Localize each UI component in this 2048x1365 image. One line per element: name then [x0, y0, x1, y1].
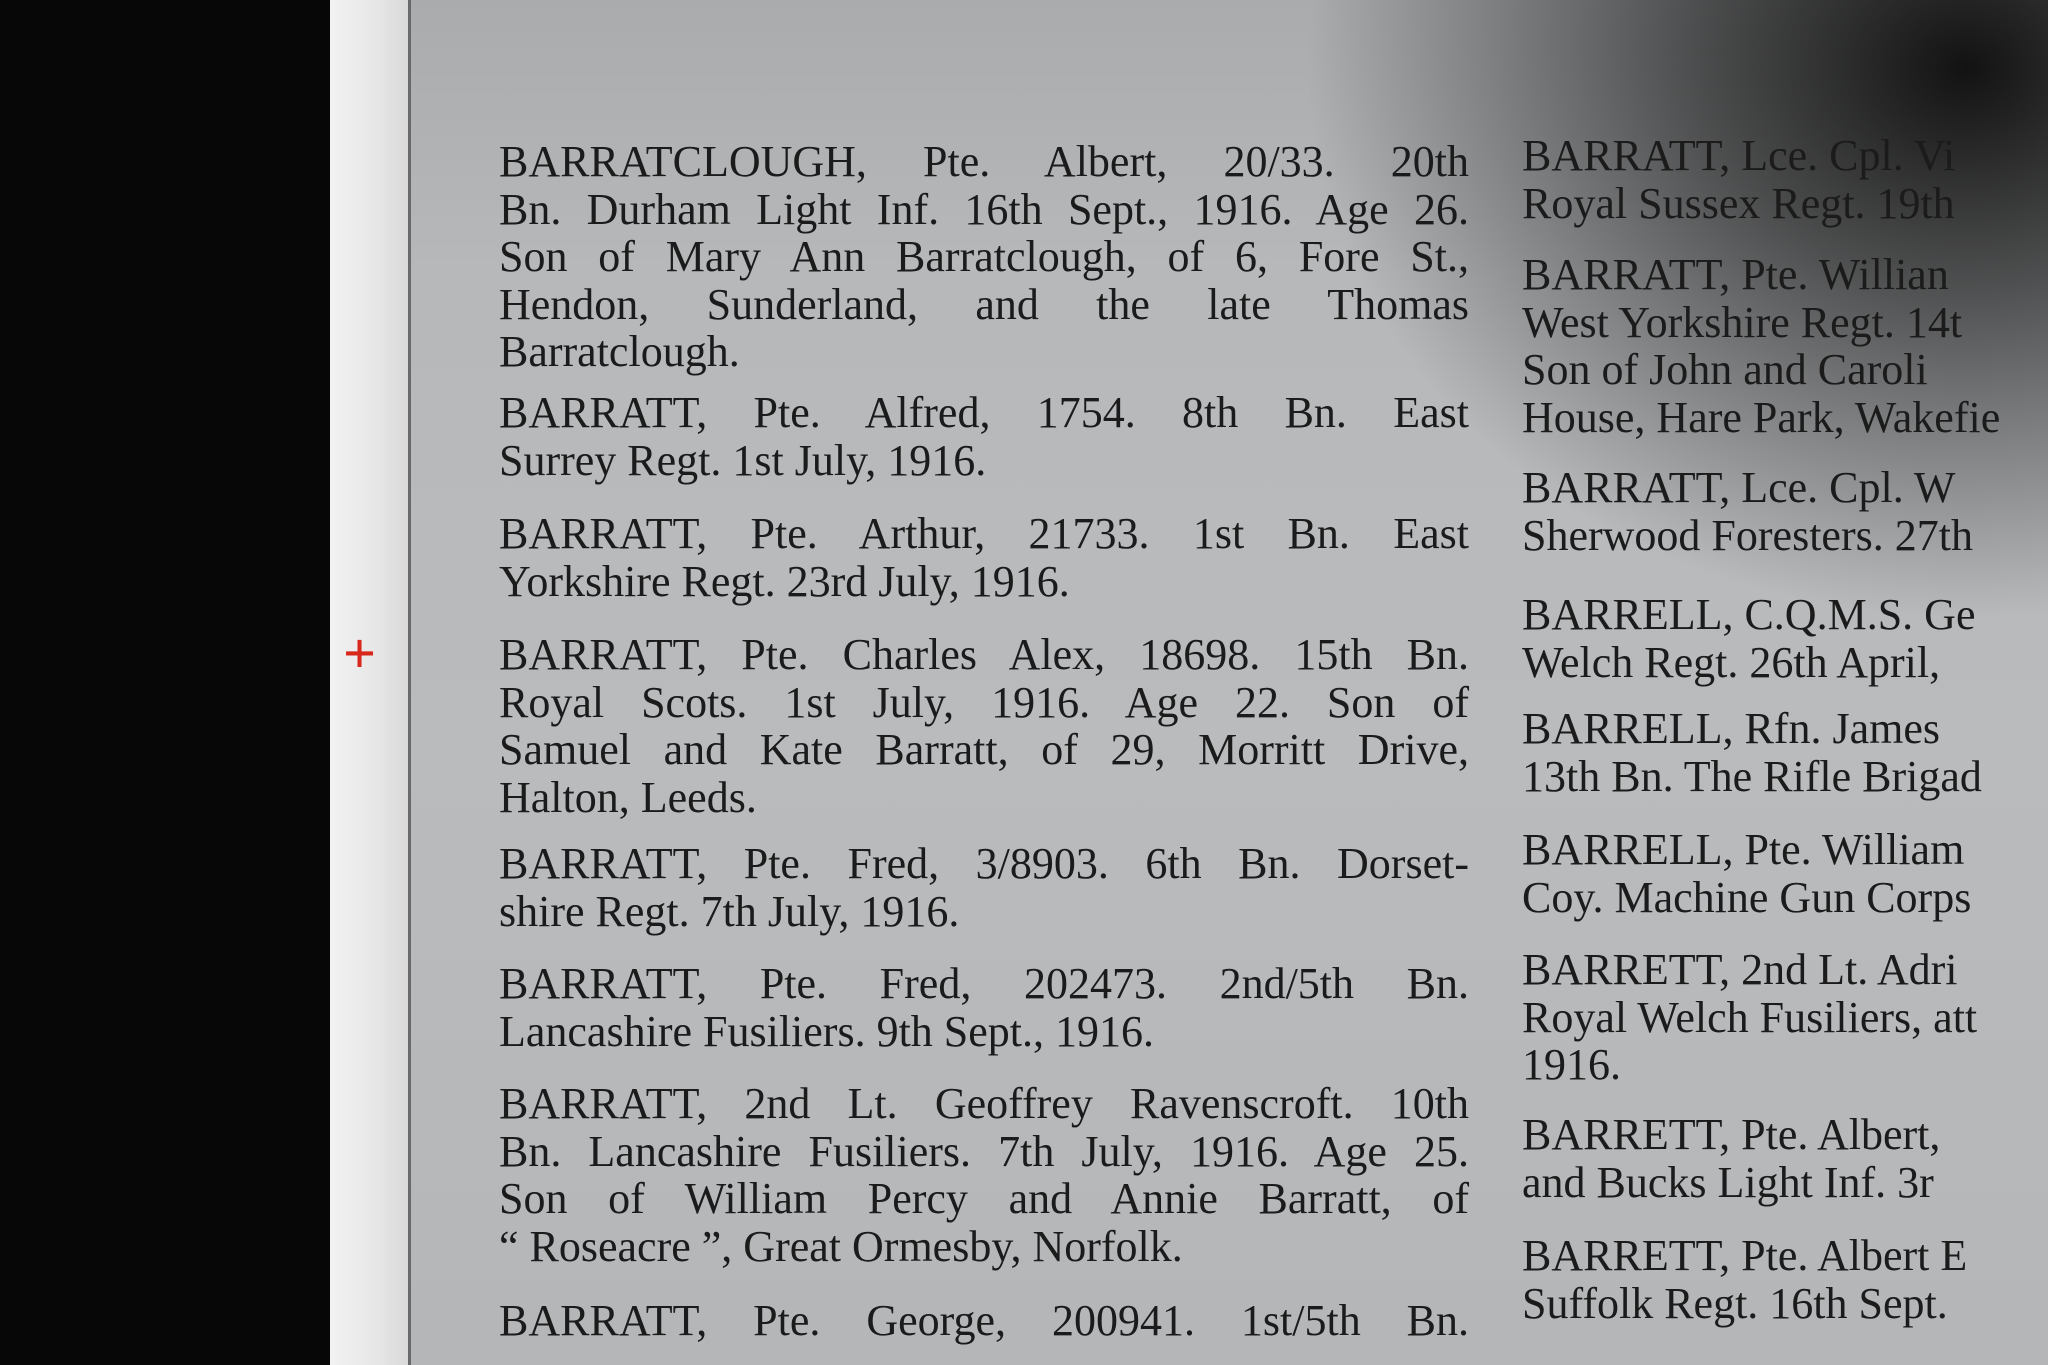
entry-barratt-fred-3-8903: [499, 840, 1469, 935]
entry-line: Barratclough.: [499, 327, 740, 376]
entry-right-7: [1522, 946, 1977, 1089]
entry-line: Royal Scots. 1st July, 1916. Age 22. Son of: [499, 677, 1469, 727]
entry-line: BARRATT, Pte. Willian: [1522, 250, 1949, 299]
entry-line: Hendon, Sunderland, and the late Thomas: [499, 279, 1469, 329]
entry-line: Son of John and Caroli: [1522, 345, 1928, 394]
entry-line: BARRATT, Lce. Cpl. W: [1522, 463, 1956, 512]
entry-line: BARRATT, Pte. Fred, 202473. 2nd/5th Bn.: [499, 959, 1469, 1008]
entry-right-4: [1522, 591, 1975, 686]
entry-line: BARRELL, C.Q.M.S. Ge: [1522, 590, 1976, 639]
entry-line: Yorkshire Regt. 23rd July, 1916.: [499, 556, 1070, 606]
entry-line: 1916.: [1522, 1040, 1621, 1089]
entry-right-8: [1522, 1111, 1940, 1206]
entry-line: Royal Welch Fusiliers, att: [1522, 992, 1978, 1042]
red-margin-mark: +: [343, 621, 377, 686]
entry-line: Lancashire Fusiliers. 9th Sept., 1916.: [499, 1006, 1155, 1056]
entry-right-5: [1522, 705, 1982, 800]
register-page: [411, 0, 2048, 1365]
entry-line: BARRETT, Pte. Albert E: [1522, 1231, 1968, 1280]
entry-line: BARRELL, Pte. William: [1522, 825, 1965, 874]
entry-barratt-geoffrey: [499, 1080, 1469, 1270]
entry-line: BARRATT, Pte. Fred, 3/8903. 6th Bn. Dorset-: [499, 839, 1469, 888]
entry-barratt-arthur: [499, 510, 1469, 605]
entry-barratt-alfred: [499, 389, 1469, 484]
entry-barratt-george: [499, 1297, 1469, 1345]
entry-line: BARRATT, Pte. George, 200941. 1st/5th Bn.: [499, 1296, 1469, 1345]
entry-right-1: [1522, 132, 1955, 227]
background-dark-area: [0, 0, 330, 1365]
entry-line: Royal Sussex Regt. 19th: [1522, 178, 1955, 228]
entry-line: “ Roseacre ”, Great Ormesby, Norfolk.: [499, 1221, 1183, 1271]
entry-line: Sherwood Foresters. 27th: [1522, 510, 1973, 560]
entry-line: West Yorkshire Regt. 14t: [1522, 297, 1963, 347]
entry-line: BARRATT, Pte. Alfred, 1754. 8th Bn. East: [499, 388, 1469, 437]
entry-line: Samuel and Kate Barratt, of 29, Morritt Drive,: [499, 725, 1469, 774]
entry-line: Halton, Leeds.: [499, 772, 757, 822]
entry-line: Surrey Regt. 1st July, 1916.: [499, 435, 987, 485]
entry-line: BARRATT, 2nd Lt. Geoffrey Ravenscroft. 10th: [499, 1079, 1469, 1128]
entry-line: Son of William Percy and Annie Barratt, of: [499, 1174, 1469, 1223]
entry-line: and Bucks Light Inf. 3r: [1522, 1157, 1934, 1207]
entry-barratt-charles-alex: [499, 631, 1469, 821]
entry-right-2: [1522, 251, 2000, 441]
entry-line: Bn. Lancashire Fusiliers. 7th July, 1916. Age 25.: [499, 1126, 1469, 1176]
entry-line: BARRATT, Lce. Cpl. Vi: [1522, 131, 1956, 180]
entry-line: Coy. Machine Gun Corps: [1522, 872, 1972, 922]
entry-line: Son of Mary Ann Barratclough, of 6, Fore St.,: [499, 232, 1469, 281]
entry-barratt-fred-202473: [499, 960, 1469, 1055]
entry-line: BARRATT, Pte. Arthur, 21733. 1st Bn. East: [499, 509, 1469, 558]
entry-right-9: [1522, 1232, 1967, 1327]
entry-line: 13th Bn. The Rifle Brigad: [1522, 751, 1982, 801]
entry-line: Bn. Durham Light Inf. 16th Sept., 1916. Age 26.: [499, 184, 1469, 234]
entry-line: Welch Regt. 26th April,: [1522, 637, 1941, 687]
entry-line: Suffolk Regt. 16th Sept.: [1522, 1278, 1948, 1328]
entry-line: BARRELL, Rfn. James: [1522, 704, 1940, 753]
entry-line: shire Regt. 7th July, 1916.: [499, 886, 960, 936]
entry-line: BARRETT, 2nd Lt. Adri: [1522, 945, 1958, 994]
entry-line: BARRETT, Pte. Albert,: [1522, 1110, 1941, 1159]
entry-line: House, Hare Park, Wakefie: [1522, 392, 2001, 442]
entry-line: BARRATCLOUGH, Pte. Albert, 20/33. 20th: [499, 137, 1469, 186]
entry-right-3: [1522, 464, 1973, 559]
entry-barratclough-albert: [499, 138, 1469, 376]
entry-line: BARRATT, Pte. Charles Alex, 18698. 15th Bn.: [499, 630, 1469, 679]
entry-right-6: [1522, 826, 1971, 921]
